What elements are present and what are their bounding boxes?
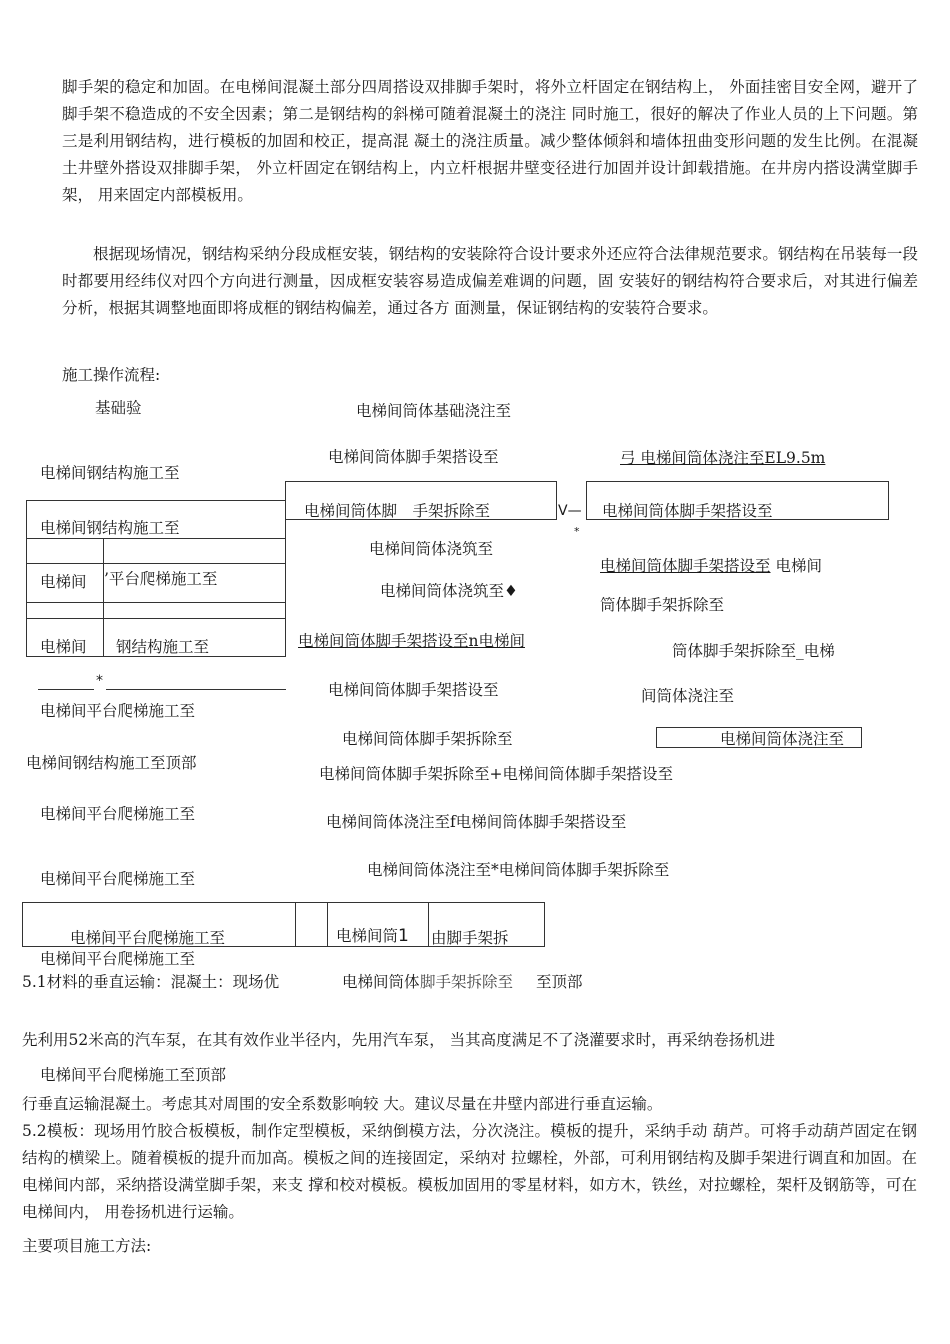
flow-mid-13a: 电梯间筒体	[342, 973, 420, 991]
flow-mid-9: 电梯间筒体脚手架拆除至+电梯间筒体脚手架搭设至	[319, 765, 673, 783]
flow-left-1: 基础验	[95, 399, 142, 417]
flow-connector: V—	[558, 503, 582, 519]
table-divider	[26, 538, 286, 539]
intro-paragraph-2: 根据现场情况，钢结构采纳分段成框安装，钢结构的安装除符合设计要求外还应符合法律规范要求。钢结构在吊装每一段时都要用经纬仪对四个方向进行测量，因成框安装容易造成偏差难调的问题，固 安装好的钢结构符合要求后，对其进行偏差分析，根据其调整地面即将成框的钢结构偏差，通过各方 面测量，保证钢结构的安装符合要求。	[62, 245, 918, 317]
flow-arrow-line	[38, 689, 94, 690]
flow-mid-12c: 由脚手架拆	[431, 929, 509, 947]
flow-mid-8: 电梯间筒体脚手架拆除至	[342, 730, 513, 748]
flow-left-10: 电梯间平台爬梯施工至	[40, 870, 196, 888]
flow-left-3: 电梯间钢结构施工至	[40, 519, 180, 537]
section-5-1-title: 5.1材料的垂直运输：混凝土：现场优	[22, 973, 280, 991]
intro-paragraph-1: 脚手架的稳定和加固。在电梯间混凝土部分四周搭设双排脚手架时，将外立杆固定在钢结构上， 外面挂密目安全网，避开了脚手架不稳造成的不安全因素；第二是钢结构的斜梯可随着混凝土的浇注 同时施工，很好的解决了作业人员的上下问题。第三是利用钢结构，进行模板的加固和校正，提高混 凝土的浇注质量。减少整体倾斜和墙体扭曲变形问题的发生比例。在混凝土井壁外搭设双排脚手架， 外立杆固定在钢结构上，内立杆根据井壁变径进行加固并设计卸载措施。在井房内搭设满堂脚手架， 用来固定内部模板用。	[62, 78, 918, 204]
section-5-1-line-2: 行垂直运输混凝土。考虑其对周围的安全系数影响较 大。建议尽量在井壁内部进行垂直运输。	[22, 1095, 663, 1113]
flow-mid-13b: 脚手架拆除至	[420, 973, 514, 991]
section-5-2: 5.2模板：现场用竹胶合板模板，制作定型模板，采纳倒模方法，分次浇注。模板的提升，采纳手动 葫芦。可将手动葫芦固定在钢结构的横梁上。随着模板的提升而加高。模板之间的连接固定，采纳对 拉螺栓，外部，可利用钢结构及脚手架进行调直和加固。在电梯间内部，采纳搭设满堂脚手架，来支 撑和校对模板。模板加固用的零星材料，如方木，铁丝，对拉螺栓，架杆及钢筋等，可在电梯间内， 用卷扬机进行运输。	[22, 1122, 917, 1221]
flow-left-12: 电梯间平台爬梯施工至	[40, 950, 196, 968]
flow-mid-11: 电梯间筒体浇注至*电梯间筒体脚手架拆除至	[367, 861, 670, 879]
table-divider	[103, 538, 104, 657]
section-5-1-inset: 电梯间平台爬梯施工至顶部	[40, 1066, 227, 1084]
flow-heading: 施工操作流程:	[62, 366, 161, 384]
main-methods-heading: 主要项目施工方法:	[22, 1237, 152, 1255]
flow-right-3: 电梯间筒体脚手架搭设至 电梯间	[600, 557, 822, 575]
table-divider	[295, 902, 296, 947]
flow-left-8: 电梯间钢结构施工至顶部	[26, 754, 197, 772]
flow-mid-7: 电梯间筒体脚手架搭设至	[328, 681, 499, 699]
flow-mid-13c: 至顶部	[536, 973, 583, 991]
flow-right-7: 电梯间筒体浇注至	[720, 730, 845, 748]
flow-left-4b: ’平台爬梯施工至	[104, 570, 218, 588]
flow-left-9: 电梯间平台爬梯施工至	[40, 805, 196, 823]
table-divider	[26, 563, 286, 564]
flow-mid-6: 电梯间筒体脚手架搭设至n电梯间	[298, 632, 525, 650]
flow-mid-1: 电梯间筒体基础浇注至	[356, 402, 512, 420]
table-divider	[428, 902, 429, 947]
table-divider	[26, 602, 286, 603]
flow-mid-3: 电梯间筒体脚 手架拆除至	[304, 502, 491, 520]
flow-right-4: 筒体脚手架拆除至	[600, 596, 725, 614]
flow-arrow-line	[106, 689, 286, 690]
flow-left-7: 电梯间平台爬梯施工至	[40, 702, 196, 720]
flow-right-1: 弓 电梯间筒体浇注至EL9.5m	[620, 449, 826, 467]
flow-right-2: 电梯间筒体脚手架搭设至	[602, 502, 773, 520]
flow-star: *	[96, 673, 103, 689]
flow-mid-12a: 电梯间筒1	[336, 926, 409, 946]
flow-connector-star: *	[574, 525, 580, 538]
flow-mid-5: 电梯间筒体浇筑至♦	[380, 582, 518, 600]
flow-right-5: 筒体脚手架拆除至_电梯	[672, 642, 835, 660]
section-5-1-line-1: 先利用52米高的汽车泵，在其有效作业半径内，先用汽车泵， 当其高度满足不了浇灌要求时，再采纳卷扬机进	[22, 1031, 776, 1049]
flow-mid-10: 电梯间筒体浇注至f电梯间筒体脚手架搭设至	[326, 813, 627, 831]
table-divider	[327, 902, 328, 947]
flow-right-6: 间筒体浇注至	[641, 687, 735, 705]
flow-left-5b: 钢结构施工至	[116, 638, 210, 656]
flow-left-4a: 电梯间	[40, 573, 87, 591]
flow-left-11: 电梯间平台爬梯施工至	[70, 929, 226, 947]
flow-mid-4: 电梯间筒体浇筑至	[369, 540, 494, 558]
flow-left-2: 电梯间钢结构施工至	[40, 464, 180, 482]
flow-left-5a: 电梯间	[40, 638, 87, 656]
flow-mid-2: 电梯间筒体脚手架搭设至	[328, 448, 499, 466]
table-divider	[26, 618, 286, 619]
